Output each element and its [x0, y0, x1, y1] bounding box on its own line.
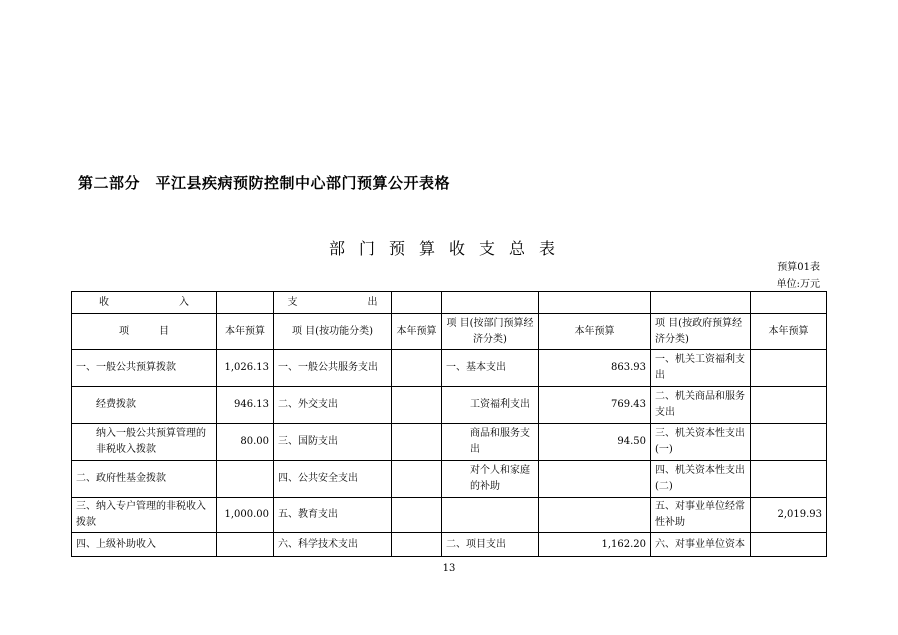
func-amount: [392, 424, 442, 461]
gov-amount: [751, 424, 827, 461]
table-row: [72, 350, 827, 387]
gov-amount: [751, 533, 827, 557]
col-header-budget2: 本年预算: [392, 314, 442, 350]
gov-item: 四、机关资本性支出(二): [651, 461, 751, 498]
gov-amount: [751, 461, 827, 498]
dept-amount: 1,162.20: [539, 533, 651, 557]
col-header-budget4: 本年预算: [751, 314, 827, 350]
dept-item: 商品和服务支出: [442, 424, 539, 461]
func-amount: [392, 498, 442, 533]
page-number: 13: [442, 563, 456, 574]
func-item: 五、教育支出: [274, 498, 392, 533]
empty-cell: [217, 292, 274, 314]
table-row: [72, 387, 827, 424]
income-amount: 946.13: [217, 387, 274, 424]
func-amount: [392, 461, 442, 498]
dept-item: 二、项目支出: [442, 533, 539, 557]
income-amount: 1,000.00: [217, 498, 274, 533]
col-header-item-dept: 项 目(按部门预算经济分类): [442, 314, 539, 350]
dept-amount: [539, 498, 651, 533]
section-title: 第二部分 平江县疾病预防控制中心部门预算公开表格: [78, 174, 451, 192]
gov-amount: [751, 387, 827, 424]
func-amount: [392, 533, 442, 557]
budget-table: [71, 291, 827, 557]
func-amount: [392, 387, 442, 424]
func-item: 三、国防支出: [274, 424, 392, 461]
expense-header: 支 出: [274, 292, 392, 314]
income-item: 经费拨款: [72, 387, 217, 424]
func-item: 四、公共安全支出: [274, 461, 392, 498]
table-title: 部门预算收支总表: [328, 239, 569, 258]
col-header-item-func: 项 目(按功能分类): [274, 314, 392, 350]
dept-amount: 863.93: [539, 350, 651, 387]
gov-amount: [751, 350, 827, 387]
income-item: 二、政府性基金拨款: [72, 461, 217, 498]
gov-item: 一、机关工资福利支出: [651, 350, 751, 387]
col-header-item-gov: 项 目(按政府预算经济分类): [651, 314, 751, 350]
col-header-budget3: 本年预算: [539, 314, 651, 350]
col-header-budget: 本年预算: [217, 314, 274, 350]
table-code: 预算01表: [777, 262, 820, 273]
gov-item: 五、对事业单位经常性补助: [651, 498, 751, 533]
gov-item: 二、机关商品和服务支出: [651, 387, 751, 424]
income-item: 一、一般公共预算拨款: [72, 350, 217, 387]
table-row: [72, 461, 827, 498]
table-row: [72, 424, 827, 461]
income-header: 收 入: [72, 292, 217, 314]
income-amount: 80.00: [217, 424, 274, 461]
income-amount: [217, 461, 274, 498]
dept-amount: 769.43: [539, 387, 651, 424]
income-item: 四、上级补助收入: [72, 533, 217, 557]
dept-amount: [539, 461, 651, 498]
income-item: 三、纳入专户管理的非税收入拨款: [72, 498, 217, 533]
gov-item: 六、对事业单位资本: [651, 533, 751, 557]
col-header-item: 项 目: [72, 314, 217, 350]
empty-cell: [392, 292, 442, 314]
dept-item: [442, 498, 539, 533]
empty-cell: [539, 292, 651, 314]
empty-cell: [651, 292, 751, 314]
func-item: 二、外交支出: [274, 387, 392, 424]
table-row: [72, 498, 827, 533]
func-item: 六、科学技术支出: [274, 533, 392, 557]
income-amount: 1,026.13: [217, 350, 274, 387]
table-row: [72, 533, 827, 557]
dept-amount: 94.50: [539, 424, 651, 461]
dept-item: 一、基本支出: [442, 350, 539, 387]
dept-item: 对个人和家庭的补助: [442, 461, 539, 498]
header-row-2: [72, 314, 827, 350]
gov-amount: 2,019.93: [751, 498, 827, 533]
income-amount: [217, 533, 274, 557]
gov-item: 三、机关资本性支出(一): [651, 424, 751, 461]
empty-cell: [751, 292, 827, 314]
unit-label: 单位:万元: [776, 279, 820, 290]
header-row-1: [72, 292, 827, 314]
func-item: 一、一般公共服务支出: [274, 350, 392, 387]
func-amount: [392, 350, 442, 387]
dept-item: 工资福利支出: [442, 387, 539, 424]
income-item: 纳入一般公共预算管理的非税收入拨款: [72, 424, 217, 461]
empty-cell: [442, 292, 539, 314]
